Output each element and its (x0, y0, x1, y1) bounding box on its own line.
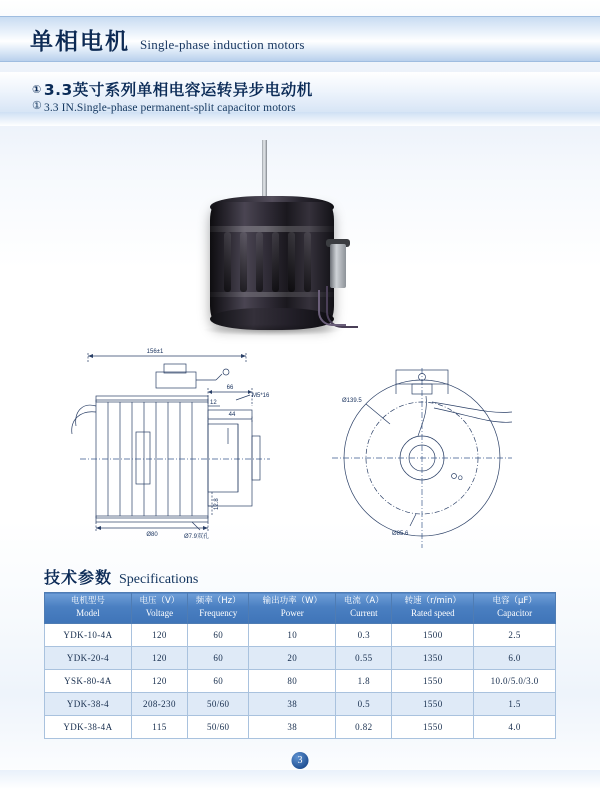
motor-vent-slot (272, 232, 279, 292)
label-o: O (458, 476, 463, 482)
column-header-voltage-cn: 电压（V） (139, 596, 180, 606)
dim-phi80: Ø80 (146, 532, 158, 538)
dim-12: 12 (210, 400, 217, 406)
column-header-rated-speed-cn: 转速（r/min） (404, 596, 461, 606)
specifications-table (44, 592, 556, 739)
column-header-rated-speed-en: Rated speed (410, 608, 455, 619)
specifications-heading (44, 565, 198, 588)
column-header-model-en: Model (76, 608, 100, 619)
specifications-heading-cn: 技术参数 (44, 568, 113, 587)
column-header-current-cn: 电流（A） (343, 596, 384, 606)
table-row (45, 715, 556, 738)
header-title-cn: 单相电机 (30, 28, 130, 55)
cell-capacitor: 10.0/5.0/3.0 (474, 669, 556, 692)
section-title-en-text: 3.3 IN.Single-phase permanent-split capacitor motors (43, 102, 296, 114)
motor-vent-slot (240, 232, 247, 292)
cell-capacitor: 4.0 (474, 715, 556, 738)
motor-vent-slot (256, 232, 263, 292)
cell-frequency: 60 (188, 623, 249, 646)
column-header-model-cn: 电机型号 (70, 596, 105, 606)
cell-current: 0.3 (336, 623, 392, 646)
cell-voltage: 120 (131, 646, 187, 669)
lead-wire-secondary (318, 290, 346, 326)
cell-voltage: 120 (131, 669, 187, 692)
table-row (45, 669, 556, 692)
cell-voltage: 208-230 (131, 692, 187, 715)
cell-voltage: 120 (131, 623, 187, 646)
cell-capacitor: 6.0 (474, 646, 556, 669)
cell-rated-speed: 1500 (392, 623, 474, 646)
cell-voltage: 115 (131, 715, 187, 738)
column-header-frequency-en: Frequency (199, 608, 238, 619)
column-header-model (45, 593, 132, 624)
cell-capacitor: 1.5 (474, 692, 556, 715)
motor-vent-slot (304, 232, 311, 292)
table-row (45, 646, 556, 669)
motor-vent-slot (224, 232, 231, 292)
cell-model: YDK-20-4 (45, 646, 132, 669)
motor-vent-slot (288, 232, 295, 292)
cell-power: 80 (249, 669, 336, 692)
dim-m5: M5*16 (252, 393, 270, 399)
table-body (45, 623, 556, 738)
cell-frequency: 60 (188, 669, 249, 692)
bullet-icon-secondary: ① (32, 100, 42, 112)
cell-rated-speed: 1550 (392, 669, 474, 692)
photo-shadow (202, 324, 344, 336)
dim-phi7-9: Ø7.9双孔 (184, 534, 210, 540)
bullet-icon: ① (32, 83, 42, 96)
column-header-capacitor-cn: 电容（μF） (492, 596, 537, 606)
section-title-cn-text: 3.3英寸系列单相电容运转异步电动机 (43, 81, 313, 99)
cell-power: 10 (249, 623, 336, 646)
table-header-row (45, 593, 556, 624)
cell-current: 1.8 (336, 669, 392, 692)
table-row (45, 692, 556, 715)
column-header-power (249, 593, 336, 624)
specifications-heading-en: Specifications (119, 572, 199, 587)
subtitle-band-shine (0, 112, 600, 126)
column-header-voltage (131, 593, 187, 624)
cell-capacitor: 2.5 (474, 623, 556, 646)
table-header (45, 593, 556, 624)
cell-current: 0.5 (336, 692, 392, 715)
column-header-power-cn: 输出功率（W） (262, 596, 322, 606)
column-header-current (336, 593, 392, 624)
cell-rated-speed: 1550 (392, 692, 474, 715)
page-bottom-fade (0, 770, 600, 789)
cell-model: YDK-10-4A (45, 623, 132, 646)
column-header-voltage-en: Voltage (145, 608, 174, 619)
cell-current: 0.82 (336, 715, 392, 738)
cell-model: YDK-38-4A (45, 715, 132, 738)
dim-44: 44 (228, 412, 236, 418)
cell-model: YSK-80-4A (45, 669, 132, 692)
drawing-svg (60, 340, 550, 555)
column-header-rated-speed (392, 593, 474, 624)
cell-frequency: 50/60 (188, 692, 249, 715)
dim-phi139-5: Ø139.5 (342, 398, 362, 404)
technical-drawings (60, 340, 550, 555)
cell-frequency: 60 (188, 646, 249, 669)
section-title-cn (32, 78, 313, 100)
cell-rated-speed: 1350 (392, 646, 474, 669)
run-capacitor (330, 244, 346, 288)
cell-power: 38 (249, 692, 336, 715)
dim-12-8: 12.8 (214, 498, 220, 510)
motor-highlight-band-lower (210, 292, 334, 297)
cell-frequency: 50/60 (188, 715, 249, 738)
section-title-en (32, 99, 296, 114)
cell-power: 20 (249, 646, 336, 669)
page-number-badge: 3 (292, 752, 309, 769)
column-header-frequency-cn: 频率（Hz） (195, 596, 241, 606)
column-header-capacitor-en: Capacitor (497, 608, 533, 619)
product-photo (150, 140, 450, 340)
cell-rated-speed: 1550 (392, 715, 474, 738)
dim-overall-length: 156±1 (146, 349, 164, 355)
cell-current: 0.55 (336, 646, 392, 669)
header-title-group (0, 23, 305, 56)
column-header-current-en: Current (350, 608, 378, 619)
cell-power: 38 (249, 715, 336, 738)
page-header-banner (0, 16, 600, 62)
column-header-capacitor (474, 593, 556, 624)
dim-phi85-6: Ø85.6 (392, 531, 409, 537)
table-row (45, 623, 556, 646)
column-header-power-en: Power (280, 608, 304, 619)
dim-66: 66 (226, 385, 234, 391)
header-title-en: Single-phase induction motors (140, 36, 305, 52)
cell-model: YDK-38-4 (45, 692, 132, 715)
column-header-frequency (188, 593, 249, 624)
